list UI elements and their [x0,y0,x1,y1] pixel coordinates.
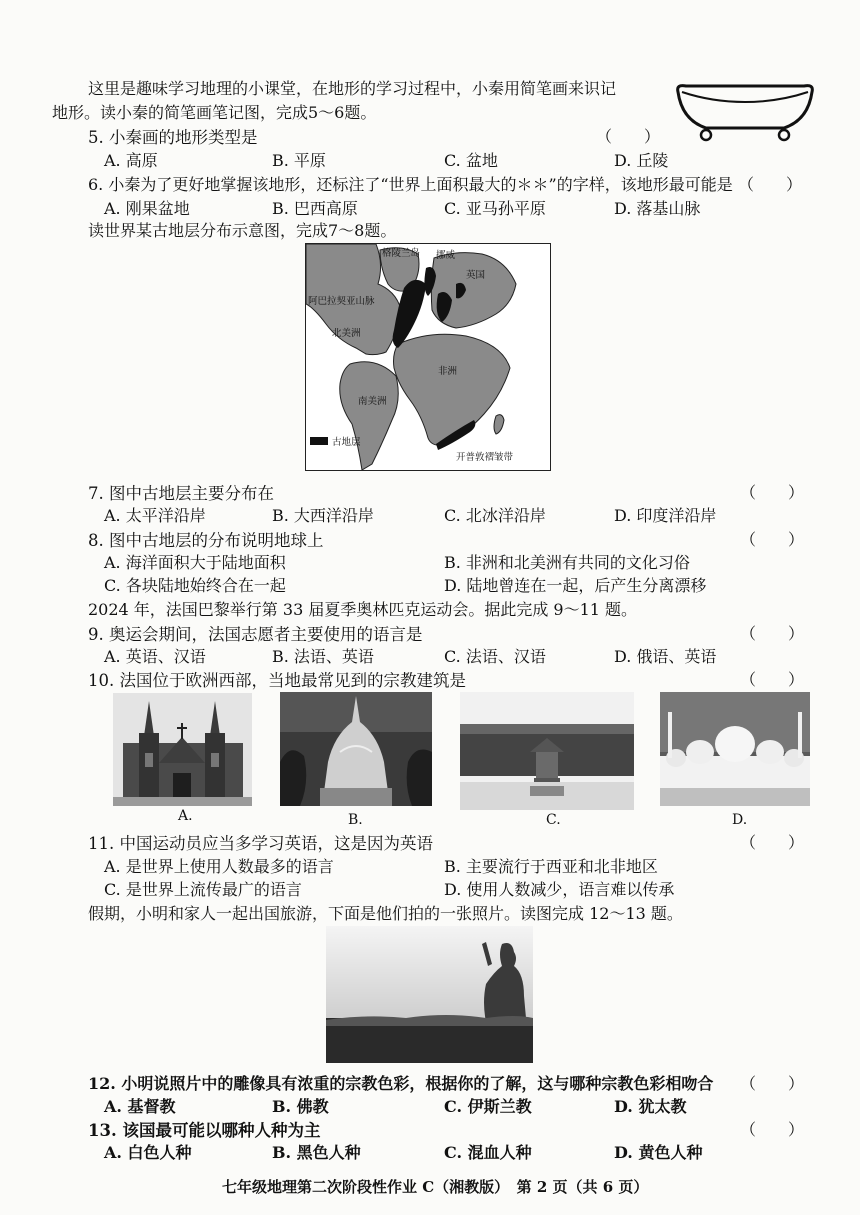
question-9-option-d: D. 俄语、英语 [614,647,717,666]
question-5-answer-blank: （ ） [596,127,661,146]
question-5-stem: 5. 小秦画的地形类型是 [88,128,258,147]
question-9-answer-blank: （ ） [740,624,805,643]
question-10-stem: 10. 法国位于欧洲西部，当地最常见到的宗教建筑是 [88,671,466,690]
question-8-option-c: C. 各块陆地始终合在一起 [104,576,286,595]
intro-map-instruction: 读世界某古地层分布示意图，完成7～8题。 [88,221,397,240]
map-label-africa: 非洲 [438,366,458,377]
question-13-option-c: C. 混血人种 [444,1143,532,1162]
map-label-greenland: 格陵兰岛 [382,248,421,259]
question-12-option-a: A. 基督教 [104,1097,176,1116]
question-13-stem: 13. 该国最可能以哪种人种为主 [88,1121,321,1140]
question-12-option-d: D. 犹太教 [614,1097,687,1116]
question-8-option-d: D. 陆地曾连在一起，后产生分离漂移 [444,576,707,595]
question-8-option-b: B. 非洲和北美洲有共同的文化习俗 [444,553,690,572]
map-label-north-america: 北美洲 [332,328,361,339]
question-6-option-a: A. 刚果盆地 [104,199,190,218]
question-13-option-a: A. 白色人种 [104,1143,192,1162]
question-7-answer-blank: （ ） [740,483,805,502]
question-9-option-c: C. 法语、汉语 [444,647,546,666]
question-13-answer-blank: （ ） [740,1120,805,1139]
question-13-option-d: D. 黄色人种 [614,1143,703,1162]
question-6-option-c: C. 亚马孙平原 [444,199,546,218]
question-6-answer-blank: （ ） [738,175,803,194]
question-13-option-b: B. 黑色人种 [272,1143,361,1162]
question-11-option-a: A. 是世界上使用人数最多的语言 [104,857,334,876]
question-11-answer-blank: （ ） [740,833,805,852]
intro-olympics-instruction: 2024 年，法国巴黎举行第 33 届夏季奥林匹克运动会。据此完成 9～11 题。 [88,600,638,619]
question-5-option-d: D. 丘陵 [614,151,669,170]
question-5-option-a: A. 高原 [104,151,158,170]
question-7-option-a: A. 太平洋沿岸 [104,506,206,525]
question-8-answer-blank: （ ） [740,530,805,549]
intro-paragraph-line1: 这里是趣味学习地理的小课堂，在地形的学习过程中，小秦用简笔画来识记 [88,79,617,98]
question-8-stem: 8. 图中古地层的分布说明地球上 [88,531,324,550]
question-6-stem: 6. 小秦为了更好地掌握该地形，还标注了“世界上面积最大的＊＊”的字样，该地形最可能是 [88,175,733,194]
buddha-statue-photo [326,926,533,1063]
photo-c-temple [460,692,634,810]
intro-travel-instruction: 假期，小明和家人一起出国旅游，下面是他们拍的一张照片。读图完成 12～13 题。 [88,904,683,923]
photo-d-caption: D. [732,812,748,828]
question-7-option-c: C. 北冰洋沿岸 [444,506,546,525]
question-9-option-b: B. 法语、英语 [272,647,374,666]
question-10-answer-blank: （ ） [740,670,805,689]
map-label-uk: 英国 [466,270,486,281]
photo-d-mosque [660,692,810,806]
question-11-option-b: B. 主要流行于西亚和北非地区 [444,857,658,876]
question-9-stem: 9. 奥运会期间，法国志愿者主要使用的语言是 [88,625,423,644]
photo-c-caption: C. [546,812,561,828]
question-6-option-d: D. 落基山脉 [614,199,701,218]
question-12-answer-blank: （ ） [740,1074,805,1093]
photo-a-caption: A. [178,808,193,824]
map-label-norway: 挪威 [436,250,456,261]
question-5-option-c: C. 盆地 [444,151,498,170]
basin-sketch-image [672,80,818,150]
page-footer: 七年级地理第二次阶段性作业 C（湘教版） 第 2 页（共 6 页） [222,1178,649,1196]
ancient-strata-map [305,243,551,471]
map-legend-label: 古地层 [332,437,361,448]
question-6-option-b: B. 巴西高原 [272,199,358,218]
question-11-stem: 11. 中国运动员应当多学习英语，这是因为英语 [88,834,433,853]
map-label-cape-fold-belt: 开普敦褶皱带 [456,452,514,463]
question-7-option-d: D. 印度洋沿岸 [614,506,717,525]
photo-b-pagoda [280,692,432,806]
question-8-option-a: A. 海洋面积大于陆地面积 [104,553,286,572]
question-9-option-a: A. 英语、汉语 [104,647,206,666]
question-12-stem: 12. 小明说照片中的雕像具有浓重的宗教色彩，根据你的了解，这与哪种宗教色彩相吻合 [88,1074,714,1093]
question-11-option-c: C. 是世界上流传最广的语言 [104,880,302,899]
intro-paragraph-line2: 地形。读小秦的简笔画笔记图，完成5～6题。 [52,103,377,122]
map-label-appalachian: 阿巴拉契亚山脉 [308,296,375,307]
question-7-stem: 7. 图中古地层主要分布在 [88,484,274,503]
photo-b-caption: B. [348,812,363,828]
question-5-option-b: B. 平原 [272,151,326,170]
photo-a-church [113,693,252,806]
map-label-south-america: 南美洲 [358,396,387,407]
question-12-option-b: B. 佛教 [272,1097,329,1116]
question-7-option-b: B. 大西洋沿岸 [272,506,374,525]
question-12-option-c: C. 伊斯兰教 [444,1097,532,1116]
question-11-option-d: D. 使用人数减少，语言难以传承 [444,880,675,899]
